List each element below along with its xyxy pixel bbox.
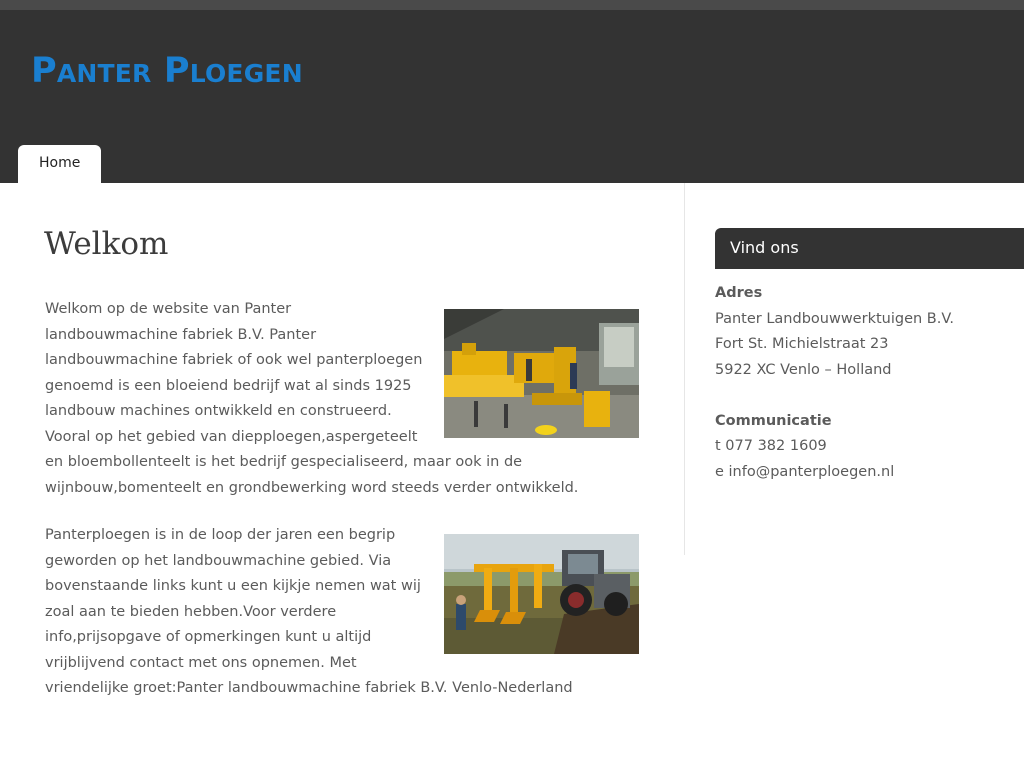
phone-number: t 077 382 1609 xyxy=(715,438,827,454)
about-paragraph xyxy=(45,523,639,702)
page-title: Welkom xyxy=(44,226,169,262)
workshop-machines-photo xyxy=(444,309,639,438)
email-address[interactable]: e info@panterploegen.nl xyxy=(715,463,895,480)
top-strip xyxy=(0,0,1024,10)
site-title[interactable]: Panter Ploegen xyxy=(31,51,303,91)
main-content xyxy=(0,183,684,768)
communication-label: Communicatie xyxy=(715,412,832,429)
widget-title: Vind ons xyxy=(715,228,1024,269)
tractor-plough-field-photo xyxy=(444,534,639,654)
address-label: Adres xyxy=(715,285,763,301)
nav-tab-home[interactable]: Home xyxy=(18,145,101,183)
address-company: Panter Landbouwwerktuigen B.V. xyxy=(715,310,955,327)
site-header xyxy=(0,10,1024,183)
spacer xyxy=(715,383,1024,409)
about-text: Panterploegen is in de loop der jaren een begrip geworden op het landbouwmachine gebied. Via bovenstaande links kunt u een kijkje nemen wat wij zoal aan te bieden hebben.Voor verdere info,prijsopgave of opmerkingen kunt u altijd vrijblijvend contact met ons opnemen. Met vriendelijke groet:Panter landbouwmachine fabriek B.V. Venlo-Nederland xyxy=(45,527,573,696)
intro-text: Welkom op de website van Panter landbouwmachine fabriek B.V. Panter landbouwmachine fabriek of ook wel panterploegen genoemd is een bloeiend bedrijf wat al sinds 1925 landbouw machines ontwikkeld en construeerd. Vooral op het gebied van diepploegen,aspergeteelt en bloembollenteelt is het bedrijf gespecialiseerd, maar ook in de wijnbouw,bomenteelt en grondbewerking word steeds verder ontwikkeld. xyxy=(45,301,579,496)
contact-info xyxy=(715,281,1024,485)
sidebar xyxy=(715,228,1024,485)
column-divider xyxy=(684,183,685,555)
main-nav xyxy=(18,145,101,183)
address-city: 5922 XC Venlo – Holland xyxy=(715,361,892,378)
intro-paragraph xyxy=(45,297,639,501)
address-street: Fort St. Michielstraat 23 xyxy=(715,336,889,352)
